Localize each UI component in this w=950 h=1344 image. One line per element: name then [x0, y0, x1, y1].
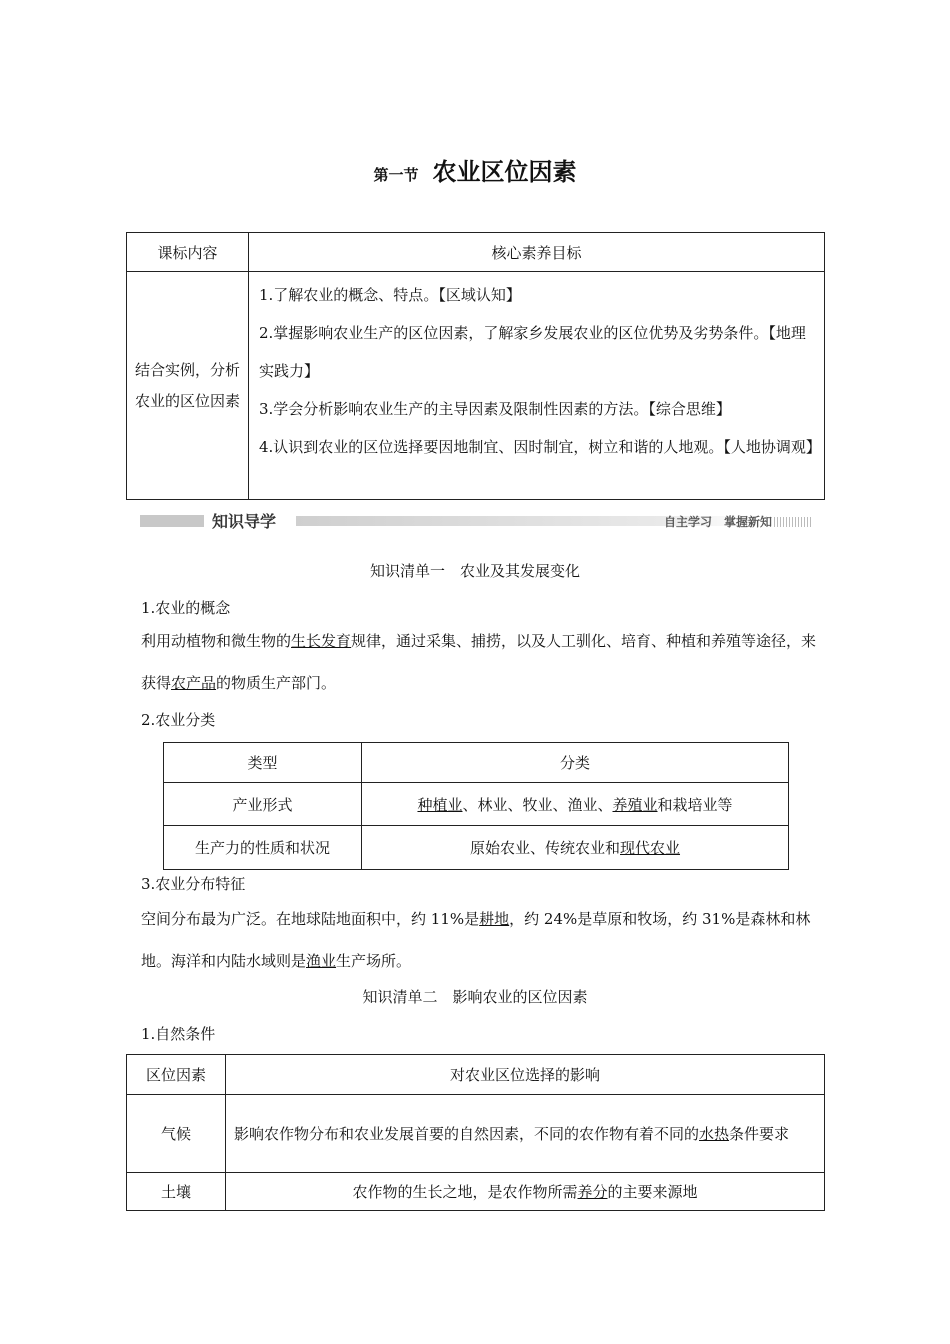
banner-tail-text: 自主学习 掌握新知	[663, 515, 772, 529]
standards-table	[126, 232, 825, 500]
class-row-type: 产业形式	[164, 783, 362, 826]
text-span: ，约 24%是草原和牧场，约 31%是森林和林地。海洋和内陆水域则是	[141, 910, 811, 970]
banner-left-bar	[140, 515, 204, 527]
class-row-type: 生产力的性质和状况	[164, 826, 362, 870]
underlined-term: 养殖业	[612, 795, 658, 814]
standards-header-content: 课标内容	[127, 233, 249, 272]
underlined-term: 农产品	[171, 674, 217, 692]
goal-item: 3.学会分析影响农业生产的主导因素及限制性因素的方法。【综合思维】	[259, 400, 731, 418]
classification-table	[163, 742, 789, 870]
standards-header-goals: 核心素养目标	[249, 233, 825, 272]
underlined-term: 渔业	[306, 952, 337, 970]
text-span: 、林业、牧业、渔业、	[462, 795, 613, 814]
text-span: 条件要求	[729, 1124, 790, 1143]
natural-factors-table	[126, 1054, 825, 1211]
text-span: 的物质生产部门。	[216, 674, 337, 692]
list1-paragraph-1	[141, 620, 821, 704]
list1-title: 知识清单一 农业及其发展变化	[369, 562, 580, 580]
list1-paragraph-3	[141, 898, 821, 982]
underlined-term: 耕地	[479, 910, 510, 928]
factor-row-effect	[226, 1173, 825, 1211]
factor-row-effect	[226, 1095, 825, 1173]
goal-item: 1.了解农业的概念、特点。【区域认知】	[259, 286, 521, 304]
text-span: 规律，通过采集、捕捞，以及人工驯化、培育、种植和养殖等途径，来获得	[141, 632, 817, 692]
underlined-term: 现代农业	[620, 839, 681, 857]
page-title	[0, 152, 950, 187]
class-header-category: 分类	[362, 743, 789, 783]
text-span: 原始农业、传统农业和	[469, 839, 620, 857]
list2-title: 知识清单二 影响农业的区位因素	[362, 988, 588, 1006]
list2-heading-1: 1.自然条件	[141, 1025, 216, 1043]
banner-label: 知识导学	[212, 512, 277, 531]
banner-tail	[664, 513, 812, 530]
factor-row-name: 土壤	[127, 1173, 226, 1211]
class-row-category	[362, 826, 789, 870]
underlined-term: 水热	[699, 1124, 730, 1143]
goal-item: 2.掌握影响农业生产的区位因素，了解家乡发展农业的区位优势及劣势条件。【地理实践力】	[259, 324, 806, 380]
banner-stripes	[774, 517, 812, 527]
text-span: 农作物的生长之地，是农作物所需	[352, 1183, 578, 1201]
section-number: 第一节	[373, 166, 419, 184]
underlined-term: 生长发育	[291, 632, 352, 650]
class-header-type: 类型	[164, 743, 362, 783]
section-banner	[140, 512, 812, 530]
text-span: 空间分布最为广泛。在地球陆地面积中，约 11%是	[141, 910, 480, 928]
class-row-category	[362, 783, 789, 826]
underlined-term: 种植业	[417, 795, 463, 814]
list1-heading-1: 1.农业的概念	[141, 599, 231, 617]
factor-header-effect: 对农业区位选择的影响	[226, 1055, 825, 1095]
text-span: 利用动植物和微生物的	[141, 632, 292, 650]
text-span: 生产场所。	[336, 952, 412, 970]
section-title: 农业区位因素	[432, 158, 577, 186]
text-span: 的主要来源地	[607, 1183, 698, 1201]
underlined-term: 养分	[577, 1183, 608, 1201]
list1-heading-3: 3.农业分布特征	[141, 875, 246, 893]
text-span: 影响农作物分布和农业发展首要的自然因素，不同的农作物有着不同的	[234, 1124, 700, 1143]
text-span: 和栽培业等	[657, 795, 733, 814]
list1-heading-2: 2.农业分类	[141, 711, 216, 729]
factor-row-name: 气候	[127, 1095, 226, 1173]
factor-header-name: 区位因素	[127, 1055, 226, 1095]
standards-goals-cell	[249, 272, 825, 500]
goal-item: 4.认识到农业的区位选择要因地制宜、因时制宜，树立和谐的人地观。【人地协调观】	[259, 438, 821, 456]
standards-content-cell: 结合实例，分析农业的区位因素	[127, 272, 249, 500]
